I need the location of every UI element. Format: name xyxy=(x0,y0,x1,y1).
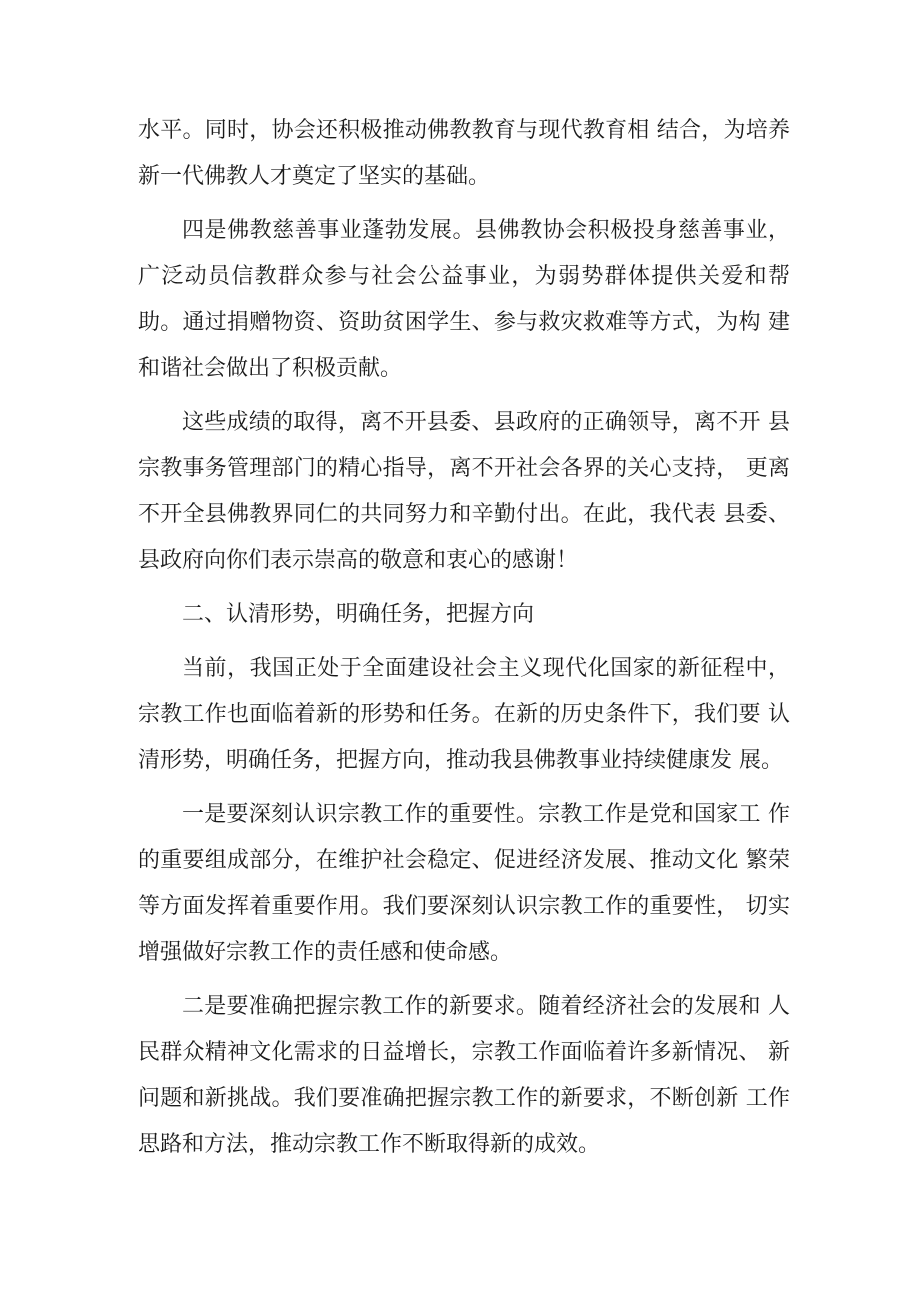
paragraph-point-one: 一是要深刻认识宗教工作的重要性。宗教工作是党和国家工 作的重要组成部分，在维护社会稳定、促进经济发展、推动文化 繁荣等方面发挥着重要作用。我们要深刻认识宗教工作的重要性， 切实增强做好宗教工作的责任感和使命感。 xyxy=(138,802,790,965)
paragraph-continuation: 水平。同时，协会还积极推动佛教教育与现代教育相 结合，为培养新一代佛教人才奠定了坚实的基础。 xyxy=(138,118,790,189)
document-body xyxy=(138,108,790,1168)
paragraph-current-situation: 当前，我国正处于全面建设社会主义现代化国家的新征程中，宗教工作也面临着新的形势和任务。在新的历史条件下，我们要 认清形势，明确任务，把握方向，推动我县佛教事业持续健康发 展。 xyxy=(138,656,790,773)
paragraph-charity-development: 四是佛教慈善事业蓬勃发展。县佛教协会积极投身慈善事业，广泛动员信教群众参与社会公益事业，为弱势群体提供关爱和帮 助。通过捐赠物资、资助贫困学生、参与救灾救难等方式，为构 建和谐社会做出了积极贡献。 xyxy=(138,218,790,381)
paragraph-point-two: 二是要准确把握宗教工作的新要求。随着经济社会的发展和 人民群众精神文化需求的日益增长，宗教工作面临着许多新情况、 新问题和新挑战。我们要准确把握宗教工作的新要求，不断创新 工作思路和方法，推动宗教工作不断取得新的成效。 xyxy=(138,994,790,1157)
section-heading: 二、认清形势，明确任务，把握方向 xyxy=(182,602,535,627)
paragraph-acknowledgement: 这些成绩的取得，离不开县委、县政府的正确领导，离不开 县宗教事务管理部门的精心指导，离不开社会各界的关心支持， 更离不开全县佛教界同仁的共同努力和辛勤付出。在此，我代表 县委、县政府向你们表示崇高的敬意和衷心的感谢！ xyxy=(138,410,790,573)
